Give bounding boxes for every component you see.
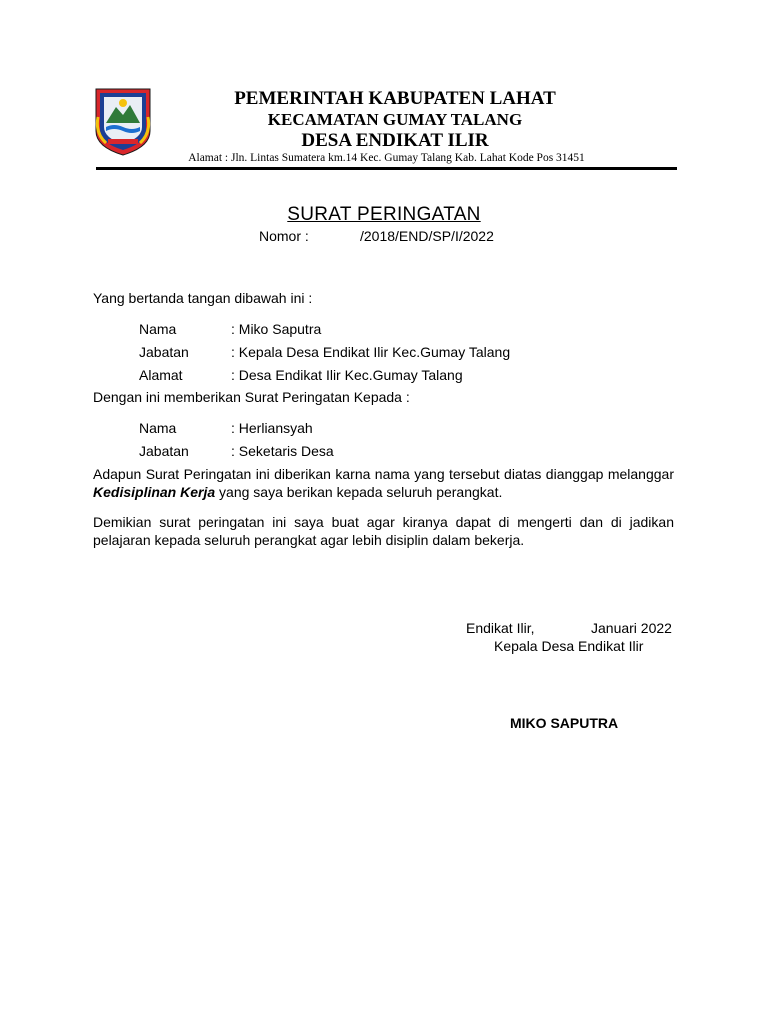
warning-reason-paragraph (93, 465, 674, 501)
signer-address-label: Alamat (139, 367, 183, 383)
signer-position-label: Jabatan (139, 344, 189, 360)
letterhead-address: Alamat : Jln. Lintas Sumatera km.14 Kec. Gumay Talang Kab. Lahat Kode Pos 31451 (188, 152, 585, 164)
signer-position-value: : Kepala Desa Endikat Ilir Kec.Gumay Talang (231, 344, 511, 360)
signer-name-value: : Miko Saputra (231, 321, 322, 337)
signature-position: Kepala Desa Endikat Ilir (494, 638, 644, 654)
signer-name-label: Nama (139, 321, 177, 337)
recipient-position-value: : Seketaris Desa (231, 443, 334, 459)
letterhead-divider (96, 167, 677, 170)
letter-title: SURAT PERINGATAN (287, 204, 481, 225)
recipient-position-label: Jabatan (139, 443, 189, 459)
letterhead-district: KECAMATAN GUMAY TALANG (267, 110, 523, 129)
reason-emphasis: Kedisiplinan Kerja (93, 484, 216, 500)
signature-place: Endikat Ilir, (466, 620, 535, 636)
letterhead-village: DESA ENDIKAT ILIR (301, 130, 489, 151)
intro-text: Yang bertanda tangan dibawah ini : (93, 290, 313, 306)
recipient-intro: Dengan ini memberikan Surat Peringatan Kepada : (93, 389, 410, 405)
signature-name: MIKO SAPUTRA (510, 715, 619, 731)
reason-text-end: yang saya berikan kepada seluruh perangkat. (215, 484, 503, 500)
nomor-value: /2018/END/SP/I/2022 (360, 228, 494, 244)
signer-address-value: : Desa Endikat Ilir Kec.Gumay Talang (231, 367, 463, 383)
recipient-name-label: Nama (139, 420, 177, 436)
regency-emblem-logo (94, 87, 152, 157)
closing-paragraph: Demikian surat peringatan ini saya buat agar kiranya dapat di mengerti dan di jadikan pelajaran kepada seluruh perangkat agar lebih disiplin dalam bekerja. (93, 514, 674, 548)
recipient-name-value: : Herliansyah (231, 420, 313, 436)
signature-date: Januari 2022 (591, 620, 672, 636)
nomor-label: Nomor : (259, 228, 309, 244)
reason-text-start: Adapun Surat Peringatan ini diberikan karna nama yang tersebut diatas dianggap melanggar (93, 466, 674, 482)
letterhead-government: PEMERINTAH KABUPATEN LAHAT (234, 88, 556, 109)
